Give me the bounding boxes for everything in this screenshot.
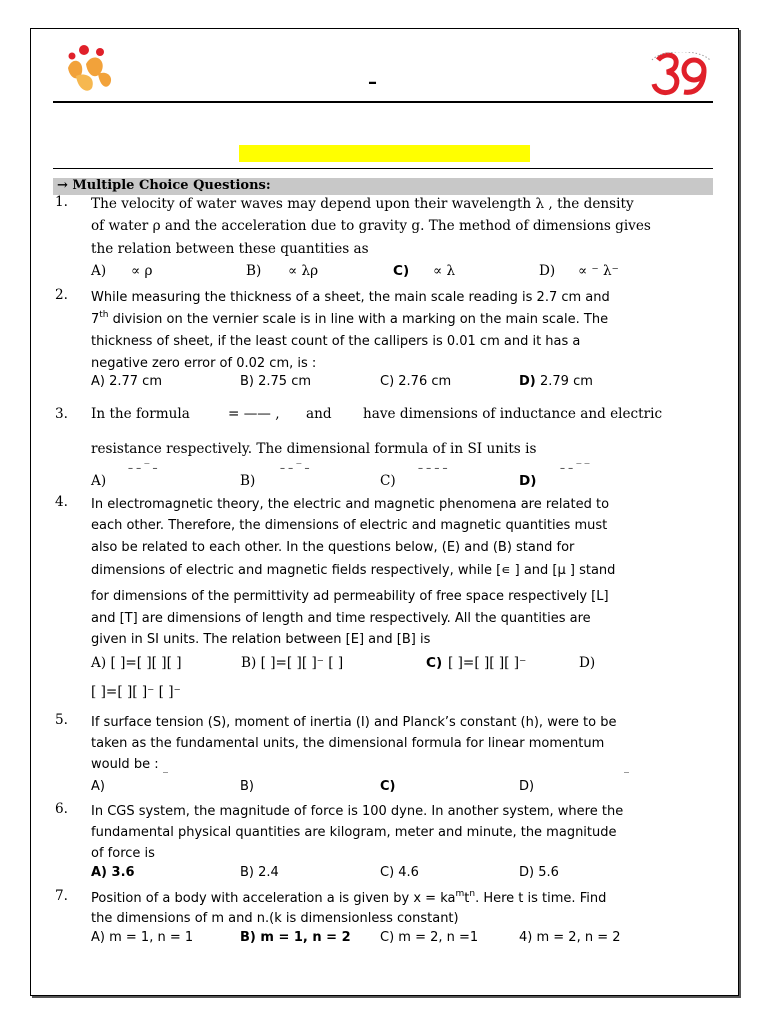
q1-option-a-label[interactable]: A) [91, 263, 107, 279]
q5-option-c[interactable]: C) [380, 779, 396, 794]
q6-option-a[interactable]: A) 3.6 [91, 865, 135, 880]
q3-option-d[interactable]: D) [519, 473, 537, 489]
q4-line: In electromagnetic theory, the electric and magnetic phenomena are related to [91, 497, 610, 512]
q4-option-d-label[interactable]: D) [579, 655, 596, 671]
q2-line2-prefix: 7 [91, 312, 100, 327]
q4-line: each other. Therefore, the dimensions of electric and magnetic quantities must [91, 518, 608, 533]
q3-text-1: In the formula [91, 406, 190, 422]
q2-line2-text: division on the vernier scale is in line with a marking on the main scale. The [112, 312, 609, 327]
q4-number: 4. [55, 494, 68, 510]
q3-text-2: and [306, 406, 332, 422]
q3-option-b[interactable]: B) [240, 473, 256, 489]
q7-option-c[interactable]: C) m = 2, n =1 [380, 930, 479, 945]
q4-option-a[interactable]: A) [ ]=[ ][ ][ ] [91, 655, 182, 671]
q5-option-d[interactable]: D) [519, 779, 535, 794]
header-dash: – [368, 72, 377, 93]
q4-option-c-label[interactable]: C) [426, 655, 443, 671]
q4-line: and [T] are dimensions of length and time respectively. All the quantities are [91, 611, 591, 626]
q1-option-d-value: ∝ ⁻ λ⁻ [578, 263, 619, 279]
q5-option-a-formula: ‾ [163, 772, 168, 783]
q3-text-3: have dimensions of inductance and electric [363, 406, 663, 422]
q3-option-c[interactable]: C) [380, 473, 396, 489]
q1-line: of water ρ and the acceleration due to gravity g. The method of dimensions gives [91, 218, 651, 234]
q3-number: 3. [55, 406, 68, 422]
q1-option-b-label[interactable]: B) [246, 263, 262, 279]
q2-option-a[interactable]: A) 2.77 cm [91, 374, 162, 389]
q6-option-d[interactable]: D) 5.6 [519, 865, 559, 880]
q4-line: dimensions of electric and magnetic fields respectively, while [∊ ] and [μ ] stand [91, 563, 616, 578]
q4-option-c-value: [ ]=[ ][ ][ ]⁻ [448, 655, 527, 671]
title-highlight [239, 145, 530, 162]
q2-number: 2. [55, 287, 68, 303]
q1-number: 1. [55, 194, 68, 210]
q2-option-c[interactable]: C) 2.76 cm [380, 374, 452, 389]
q2-line: negative zero error of 0.02 cm, is : [91, 356, 317, 371]
q6-number: 6. [55, 801, 68, 817]
q7-line1-text: Position of a body with acceleration a is given by x = ka [91, 891, 456, 906]
q1-option-a-value: ∝ ρ [131, 263, 153, 279]
q1-option-c-label[interactable]: C) [393, 263, 410, 279]
q1-line: The velocity of water waves may depend upon their wavelength λ , the density [91, 196, 634, 212]
q6-option-c[interactable]: C) 4.6 [380, 865, 419, 880]
title-rule [53, 168, 713, 169]
q7-sup-m: m [455, 889, 465, 899]
q2-line2-sup: th [99, 310, 109, 320]
q5-line: would be : [91, 757, 159, 772]
q4-option-d-value: [ ]=[ ][ ]⁻ [ ]⁻ [91, 684, 181, 700]
q5-line: If surface tension (S), moment of inertia (I) and Planck’s constant (h), were to be [91, 715, 617, 730]
q2-line: thickness of sheet, if the least count of the callipers is 0.01 cm and it has a [91, 334, 581, 349]
q7-option-a[interactable]: A) m = 1, n = 1 [91, 930, 194, 945]
q7-t: t [464, 891, 470, 906]
q7-option-d[interactable]: 4) m = 2, n = 2 [519, 930, 621, 945]
q6-line: of force is [91, 846, 155, 861]
q3-formula: = —— , [228, 406, 280, 422]
header-rule [53, 101, 713, 103]
q3-option-c-formula: – – – – [418, 463, 448, 474]
q4-line: also be related to each other. In the questions below, (E) and (B) stand for [91, 540, 575, 555]
q5-line: taken as the fundamental units, the dimensional formula for linear momentum [91, 736, 605, 751]
q6-line: fundamental physical quantities are kilogram, meter and minute, the magnitude [91, 825, 617, 840]
q5-option-d-formula: ‾ [624, 772, 629, 783]
q5-option-a[interactable]: A) [91, 779, 105, 794]
q6-line: In CGS system, the magnitude of force is 100 dyne. In another system, where the [91, 804, 624, 819]
q6-option-b[interactable]: B) 2.4 [240, 865, 279, 880]
q7-option-b[interactable]: B) m = 1, n = 2 [240, 930, 351, 945]
q7-line-2: the dimensions of m and n.(k is dimensionless constant) [91, 911, 459, 926]
q5-option-b[interactable]: B) [240, 779, 254, 794]
q3-option-a-formula: – – ‾ – [128, 463, 158, 474]
q1-option-c-value: ∝ λ [433, 263, 456, 279]
q1-line: the relation between these quantities as [91, 241, 369, 257]
q7-number: 7. [55, 888, 68, 904]
flower-logo-icon [62, 42, 118, 94]
q2-line: While measuring the thickness of a sheet, the main scale reading is 2.7 cm and [91, 290, 610, 305]
q1-option-d-label[interactable]: D) [539, 263, 556, 279]
q7-line1-end: . Here t is time. Find [475, 891, 607, 906]
q2-option-d-label[interactable]: D) [519, 374, 536, 389]
q3-option-d-formula: – – ‾ ‾ [560, 463, 590, 474]
q3-option-a[interactable]: A) [91, 473, 107, 489]
q4-line: given in SI units. The relation between [E] and [B] is [91, 632, 431, 647]
q5-number: 5. [55, 712, 68, 728]
q2-line-2 [91, 309, 713, 331]
section-title: → Multiple Choice Questions: [57, 178, 271, 193]
q4-line: for dimensions of the permittivity ad permeability of free space respectively [L] [91, 589, 609, 604]
q3-line-2: resistance respectively. The dimensional formula of in SI units is [91, 441, 537, 457]
q2-option-b[interactable]: B) 2.75 cm [240, 374, 312, 389]
q7-sup-n: n [469, 889, 476, 899]
q3-option-b-formula: – – ‾ – [280, 463, 310, 474]
q7-line-1 [91, 888, 713, 910]
q1-option-b-value: ∝ λρ [288, 263, 319, 279]
q2-option-d-value: 2.79 cm [540, 374, 593, 389]
39-years-logo-icon [650, 52, 712, 96]
q4-option-b[interactable]: B) [ ]=[ ][ ]⁻ [ ] [241, 655, 344, 671]
